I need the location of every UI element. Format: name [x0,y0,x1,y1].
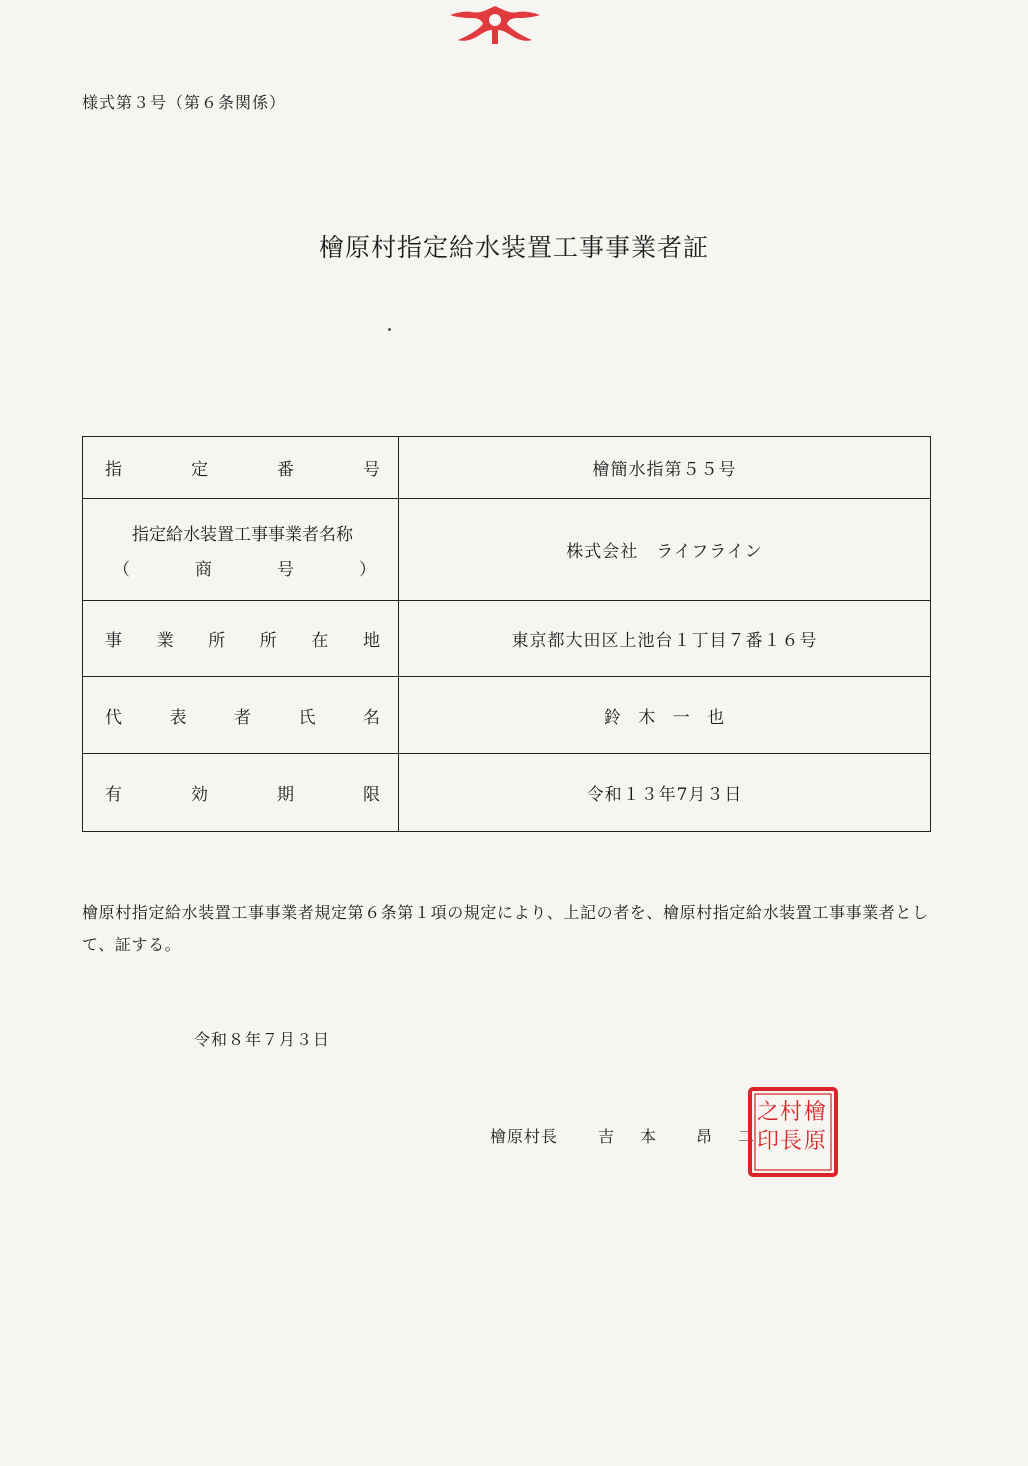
label-office-address [83,601,399,677]
value-valid-until: 令和１３年7月３日 [399,754,931,832]
label-char: 番 [277,460,294,480]
label-char: 者 [234,707,251,728]
table-row [83,499,931,601]
label-representative-name [83,677,399,754]
table-row [83,437,931,499]
table-row [83,754,931,832]
label-char: 代 [105,707,122,728]
signatory-name-char: 昂 [696,1127,713,1146]
value-designation-number: 檜簡水指第５５号 [399,437,931,499]
label-char: 在 [311,631,329,651]
label-char: 指 [105,460,122,480]
label-char: ） [359,559,376,580]
label-business-name-line1: 指定給水装置工事事業者名称 [132,524,353,545]
label-char: （ [113,559,130,580]
certification-statement: 檜原村指定給水装置工事事業者規定第６条第１項の規定により、上記の者を、檜原村指定給水装置工事事業者として、証する。 [82,903,929,954]
svg-text:原: 原 [803,1129,827,1154]
label-char: 事 [105,631,122,651]
label-char: 限 [363,785,380,805]
ink-speck [388,328,391,331]
svg-text:檜: 檜 [803,1100,827,1125]
label-char: 地 [362,631,380,651]
label-char: 表 [169,707,187,728]
svg-text:村: 村 [779,1100,803,1125]
signatory-name-char: 二 [738,1127,755,1146]
label-char: 期 [277,785,294,805]
document-title: 檜原村指定給水装置工事事業者証 [318,233,709,262]
table-row [83,677,931,754]
label-char: 名 [363,707,380,728]
value-representative-name: 鈴 木 一 也 [399,677,931,754]
label-business-name [83,499,399,601]
svg-text:印: 印 [756,1129,780,1154]
signatory-name-char: 吉 [598,1127,615,1146]
label-char: 商 [195,559,212,580]
label-char: 効 [191,785,208,805]
label-char: 所 [259,631,277,651]
label-valid-until [83,754,399,832]
label-char: 定 [191,460,208,480]
signatory-line [490,1124,780,1147]
signatory-name-char: 本 [640,1127,657,1146]
svg-text:長: 長 [779,1129,803,1154]
official-seal-icon [747,1086,839,1178]
village-emblem-icon [442,0,548,48]
svg-text:之: 之 [756,1100,780,1125]
value-office-address: 東京都大田区上池台１丁目７番１６号 [399,601,931,677]
label-char: 所 [208,631,226,651]
label-char: 氏 [298,707,316,728]
value-business-name: 株式会社 ライフライン [399,499,931,601]
certificate-info-table [82,436,931,832]
issue-date: 令和８年７月３日 [194,1030,331,1049]
label-designation-number [83,437,399,499]
signatory-title: 檜原村長 [490,1127,559,1146]
label-char: 号 [277,559,294,580]
label-char: 業 [156,631,174,651]
table-row [83,601,931,677]
label-char: 号 [363,460,380,480]
form-number: 様式第３号（第６条関係） [82,93,287,112]
label-char: 有 [105,785,122,805]
